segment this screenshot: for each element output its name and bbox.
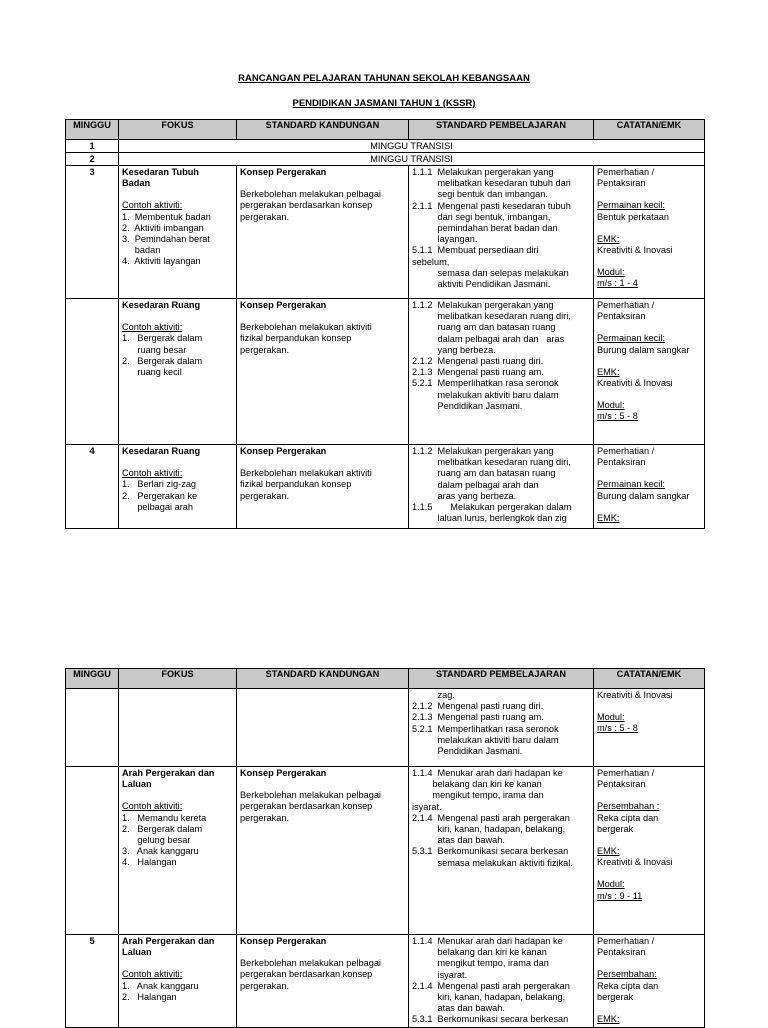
sk-title: Konsep Pergerakan xyxy=(240,300,327,310)
spacer xyxy=(122,958,233,969)
catatan-line: m/s : 9 - 11 xyxy=(597,890,643,901)
sk-text-line: fizikal berpandukan konsep xyxy=(240,333,352,344)
fokus-title: Badan xyxy=(122,178,151,189)
sp-line: isyarat. xyxy=(412,969,468,980)
catatan-line: Permainan kecil: xyxy=(597,333,665,344)
header-minggu: MINGGU xyxy=(66,669,119,689)
sp-line: 2.1.4 Mengenal pasti arah pergerakan xyxy=(412,812,570,823)
catatan-line: Persembahan : xyxy=(597,801,660,812)
fokus-title: Kesedaran Ruang xyxy=(122,300,201,310)
cell-catatan-emk xyxy=(594,689,705,767)
sp-line: zag. xyxy=(412,690,455,700)
sp-line: 5.3.1 Berkomunikasi secara berkesan xyxy=(412,846,569,857)
cell-standard-pembelajaran xyxy=(409,767,594,935)
contoh-aktiviti-item: ruang kecil xyxy=(122,367,182,378)
catatan-line: Pemerhatian / xyxy=(597,768,655,778)
fokus-title: Kesedaran Ruang xyxy=(122,446,201,456)
sp-line: sebelum, xyxy=(412,256,450,267)
sp-line: ruang am dan batasan ruang xyxy=(412,322,556,333)
sp-line: melibatkan kesedaran ruang diri, xyxy=(412,311,571,322)
cell-standard-kandungan xyxy=(237,445,409,529)
cell-minggu: 4 xyxy=(66,445,119,529)
cell-catatan-emk xyxy=(594,935,705,1028)
sp-line: melakukan aktiviti baru dalam xyxy=(412,389,559,400)
contoh-aktiviti-label: Contoh aktiviti: xyxy=(122,969,183,980)
sp-line: melakukan aktiviti baru dalam xyxy=(412,734,559,745)
table-row xyxy=(66,767,705,935)
spacer xyxy=(240,178,405,189)
contoh-aktiviti-label: Contoh aktiviti: xyxy=(122,200,183,211)
sk-title: Konsep Pergerakan xyxy=(240,936,327,946)
cell-standard-kandungan xyxy=(237,689,409,767)
cell-standard-kandungan xyxy=(237,166,409,299)
header-fokus: FOKUS xyxy=(119,120,237,140)
catatan-line: EMK: xyxy=(597,366,620,377)
sp-line: Pendidikan Jasmani. xyxy=(412,400,523,411)
sp-line: 1.1.5 Melakukan pergerakan dalam xyxy=(412,502,572,513)
header-standard-pembelajaran: STANDARD PEMBELAJARAN xyxy=(409,120,594,140)
sp-line: atas dan bawah. xyxy=(412,1003,505,1014)
catatan-line: m/s : 5 - 8 xyxy=(597,723,638,734)
sp-line: semasa dan selepas melakukan xyxy=(412,267,569,278)
catatan-line: bergerak xyxy=(597,823,634,834)
spacer xyxy=(240,457,405,468)
header-standard-kandungan: STANDARD KANDUNGAN xyxy=(237,120,409,140)
contoh-aktiviti-item: 1. Memandu kereta xyxy=(122,812,207,823)
fokus-title: Arah Pergerakan dan xyxy=(122,768,215,778)
sk-text-line: Berkebolehan melakukan aktiviti xyxy=(240,322,372,333)
contoh-aktiviti-item: ruang besar xyxy=(122,344,187,355)
sk-title: Konsep Pergerakan xyxy=(240,446,327,456)
spacer xyxy=(597,701,701,712)
spacer xyxy=(240,947,405,958)
spacer xyxy=(597,256,701,267)
contoh-aktiviti-item: 4. Halangan xyxy=(122,857,177,868)
sk-text-line: Berkebolehan melakukan aktiviti xyxy=(240,468,372,479)
sk-text-line: pergerakan berdasarkan konsep xyxy=(240,969,373,980)
spacer xyxy=(122,457,233,468)
fokus-title: Laluan xyxy=(122,779,152,790)
catatan-line: Pentaksiran xyxy=(597,311,646,322)
cell-standard-pembelajaran xyxy=(409,166,594,299)
sp-line: kiri, kanan, hadapan, belakang, xyxy=(412,992,566,1003)
sp-line: laluan lurus, berlengkok dan zig xyxy=(412,513,567,524)
contoh-aktiviti-item: 3. Anak kanggaru xyxy=(122,846,199,857)
sk-text-line: pergerakan. xyxy=(240,812,290,823)
sp-line: mengikut tempo, irama dan xyxy=(412,790,544,801)
contoh-aktiviti-item: 3. Pemindahan berat xyxy=(122,234,210,245)
fokus-title: Arah Pergerakan dan xyxy=(122,936,215,946)
catatan-line: EMK: xyxy=(597,512,620,523)
cell-fokus xyxy=(119,445,237,529)
contoh-aktiviti-item: 2. Bergerak dalam xyxy=(122,355,203,366)
sp-line: semasa melakukan aktiviti fizikal. xyxy=(412,857,573,868)
catatan-line: EMK: xyxy=(597,846,620,857)
catatan-line: Pemerhatian / xyxy=(597,446,655,456)
lesson-plan-table-1 xyxy=(65,119,705,529)
catatan-line: Kreativiti & Inovasi xyxy=(597,857,673,868)
table-header-row xyxy=(66,669,705,689)
cell-fokus xyxy=(119,935,237,1028)
catatan-line: EMK: xyxy=(597,233,620,244)
fokus-title: Kesedaran Tubuh xyxy=(122,167,199,177)
spacer xyxy=(597,468,701,479)
spacer xyxy=(597,790,701,801)
cell-catatan-emk xyxy=(594,299,705,445)
table-row xyxy=(66,689,705,767)
sp-line: aktiviti Pendidikan Jasmani. xyxy=(412,279,551,290)
spacer xyxy=(240,779,405,790)
sp-line: belakang dan kiri ke kanan xyxy=(412,779,542,790)
catatan-line: Pentaksiran xyxy=(597,779,646,790)
sp-line: 1.1.4 Menukar arah dari hadapan ke xyxy=(412,768,563,778)
contoh-aktiviti-item: 2. Aktiviti imbangan xyxy=(122,222,204,233)
spacer xyxy=(597,1003,701,1014)
sp-line: atas dan bawah. xyxy=(412,835,505,846)
spacer xyxy=(597,868,701,879)
cell-catatan-emk xyxy=(594,767,705,935)
contoh-aktiviti-item: 1. Bergerak dalam xyxy=(122,333,203,344)
spacer xyxy=(240,311,405,322)
cell-minggu xyxy=(66,689,119,767)
sp-line: pemindahan berat badan dan xyxy=(412,223,558,234)
sp-line: 5.2.1 Memperlihatkan rasa seronok xyxy=(412,378,559,389)
cell-standard-kandungan xyxy=(237,299,409,445)
sp-line: 1.1.2 Melakukan pergerakan yang xyxy=(412,446,554,456)
catatan-line: Kreativiti & Inovasi xyxy=(597,690,673,700)
cell-minggu xyxy=(66,299,119,445)
catatan-line: Modul: xyxy=(597,400,625,411)
sp-line: dari segi bentuk, imbangan, xyxy=(412,211,551,222)
contoh-aktiviti-item: 1. Berlari zig-zag xyxy=(122,479,197,490)
sp-line: layangan. xyxy=(412,234,478,245)
contoh-aktiviti-item: 1. Anak kanggaru xyxy=(122,980,199,991)
sk-title: Konsep Pergerakan xyxy=(240,768,327,778)
sp-line: 2.1.3 Mengenal pasti ruang am. xyxy=(412,367,544,378)
sp-line: 2.1.4 Mengenal pasti arah pergerakan xyxy=(412,980,570,991)
sp-line: 5.2.1 Memperlihatkan rasa seronok xyxy=(412,723,559,734)
cell-standard-pembelajaran xyxy=(409,935,594,1028)
spacer xyxy=(597,223,701,234)
header-catatan-emk: CATATAN/EMK xyxy=(594,669,705,689)
catatan-line: Pentaksiran xyxy=(597,947,646,958)
sk-text-line: fizikal berpandukan konsep xyxy=(240,479,352,490)
sp-line: segi bentuk dan imbangan. xyxy=(412,189,548,200)
sp-line: kiri, kanan, hadapan, belakang, xyxy=(412,824,566,835)
sp-line: melibatkan kesedaran tubuh dari xyxy=(412,178,571,189)
sk-text-line: Berkebolehan melakukan pelbagai xyxy=(240,790,381,801)
sp-line: melibatkan kesedaran ruang diri, xyxy=(412,457,571,468)
catatan-line: Burung dalam sangkar xyxy=(597,344,690,355)
sk-text-line: Berkebolehan melakukan pelbagai xyxy=(240,958,381,969)
spacer xyxy=(597,502,701,513)
sp-line: ruang am dan batasan ruang xyxy=(412,468,556,479)
catatan-line: Kreativiti & Inovasi xyxy=(597,245,673,256)
spacer xyxy=(597,356,701,367)
transisi-label: MINGGU TRANSISI xyxy=(119,153,705,166)
sp-line: yang berbeza. xyxy=(412,344,496,355)
lesson-plan-table-2 xyxy=(65,668,705,1028)
cell-standard-pembelajaran xyxy=(409,689,594,767)
sp-line: 2.1.2 Mengenal pasti ruang diri. xyxy=(412,356,544,367)
spacer xyxy=(597,835,701,846)
contoh-aktiviti-item: 4. Aktiviti layangan xyxy=(122,256,201,267)
spacer xyxy=(597,389,701,400)
table-row xyxy=(66,166,705,299)
spacer xyxy=(122,189,233,200)
sk-text-line: pergerakan. xyxy=(240,211,290,222)
sp-line: isyarat. xyxy=(412,801,442,812)
catatan-line: Pemerhatian / xyxy=(597,936,655,946)
contoh-aktiviti-item: 2. Halangan xyxy=(122,991,177,1002)
sk-text-line: pergerakan berdasarkan konsep xyxy=(240,200,373,211)
cell-fokus xyxy=(119,166,237,299)
catatan-line: Modul: xyxy=(597,712,625,723)
catatan-line: Reka cipta dan xyxy=(597,812,659,823)
contoh-aktiviti-label: Contoh aktiviti: xyxy=(122,801,183,812)
contoh-aktiviti-label: Contoh aktiviti: xyxy=(122,322,183,333)
transisi-label: MINGGU TRANSISI xyxy=(119,140,705,153)
contoh-aktiviti-item: 1. Membentuk badan xyxy=(122,211,211,222)
header-fokus: FOKUS xyxy=(119,669,237,689)
catatan-line: Kreativiti & Inovasi xyxy=(597,378,673,389)
sp-line: aras yang berbeza. xyxy=(412,490,517,501)
contoh-aktiviti-item: 2. Bergerak dalam xyxy=(122,823,203,834)
catatan-line: Pemerhatian / xyxy=(597,167,655,177)
catatan-line: Bentuk perkataan xyxy=(597,211,670,222)
cell-standard-pembelajaran xyxy=(409,299,594,445)
catatan-line: Pemerhatian / xyxy=(597,300,655,310)
spacer xyxy=(122,790,233,801)
header-minggu: MINGGU xyxy=(66,120,119,140)
catatan-line: Permainan kecil: xyxy=(597,200,665,211)
cell-minggu: 1 xyxy=(66,140,119,153)
catatan-line: Reka cipta dan xyxy=(597,980,659,991)
cell-minggu: 2 xyxy=(66,153,119,166)
cell-standard-pembelajaran xyxy=(409,445,594,529)
cell-minggu: 3 xyxy=(66,166,119,299)
catatan-line: Pentaksiran xyxy=(597,457,646,468)
cell-minggu: 5 xyxy=(66,935,119,1028)
sk-text-line: pergerakan. xyxy=(240,980,290,991)
sp-line: mengikut tempo, irama dan xyxy=(412,958,549,969)
cell-standard-kandungan xyxy=(237,935,409,1028)
sk-text-line: pergerakan berdasarkan konsep xyxy=(240,801,373,812)
cell-fokus xyxy=(119,689,237,767)
catatan-line: m/s : 5 - 8 xyxy=(597,411,638,422)
catatan-line: Persembahan: xyxy=(597,969,657,980)
contoh-aktiviti-item: pelbagai arah xyxy=(122,501,193,512)
cell-fokus xyxy=(119,767,237,935)
sp-line: 5.3.1 Berkomunikasi secara berkesan xyxy=(412,1014,569,1025)
sp-line: 2.1.1 Mengenal pasti kesedaran tubuh xyxy=(412,200,571,211)
spacer xyxy=(597,189,701,200)
transisi-row xyxy=(66,140,705,153)
sk-title: Konsep Pergerakan xyxy=(240,167,327,177)
sp-line: 2.1.2 Mengenal pasti ruang diri. xyxy=(412,701,544,712)
spacer xyxy=(597,322,701,333)
contoh-aktiviti-item: 2. Pergerakan ke xyxy=(122,490,198,501)
cell-catatan-emk xyxy=(594,445,705,529)
spacer xyxy=(597,958,701,969)
catatan-line: EMK: xyxy=(597,1014,620,1025)
sp-line: 1.1.4 Menukar arah dari hadapan ke xyxy=(412,936,563,946)
sp-line: 2.1.3 Mengenal pasti ruang am. xyxy=(412,712,544,723)
table-row xyxy=(66,445,705,529)
header-standard-pembelajaran: STANDARD PEMBELAJARAN xyxy=(409,669,594,689)
contoh-aktiviti-item: badan xyxy=(122,245,161,256)
sk-text-line: Berkebolehan melakukan pelbagai xyxy=(240,189,381,200)
sp-line: 1.1.2 Melakukan pergerakan yang xyxy=(412,300,554,310)
sk-text-line: pergerakan. xyxy=(240,344,290,355)
sp-line: 5.1.1 Membuat persediaan diri xyxy=(412,245,539,256)
cell-catatan-emk xyxy=(594,166,705,299)
contoh-aktiviti-item: gelung besar xyxy=(122,835,191,846)
document-subtitle: PENDIDIKAN JASMANI TAHUN 1 (KSSR) xyxy=(292,98,476,109)
cell-minggu xyxy=(66,767,119,935)
header-catatan-emk: CATATAN/EMK xyxy=(594,120,705,140)
catatan-line: Modul: xyxy=(597,267,625,278)
fokus-title: Laluan xyxy=(122,947,152,958)
table-row xyxy=(66,935,705,1028)
catatan-line: Modul: xyxy=(597,879,625,890)
sp-line: dalam pelbagai arah dan aras xyxy=(412,333,565,344)
sp-line: 1.1.1 Melakukan pergerakan yang xyxy=(412,167,554,177)
document-title: RANCANGAN PELAJARAN TAHUNAN SEKOLAH KEBANGSAAN xyxy=(238,73,530,84)
transisi-row xyxy=(66,153,705,166)
catatan-line: m/s : 1 - 4 xyxy=(597,278,638,289)
catatan-line: Burung dalam sangkar xyxy=(597,490,690,501)
cell-standard-kandungan xyxy=(237,767,409,935)
catatan-line: Permainan kecil: xyxy=(597,479,665,490)
sk-text-line: pergerakan. xyxy=(240,490,290,501)
sp-line: dalam pelbagai arah dan xyxy=(412,479,539,490)
table-header-row xyxy=(66,120,705,140)
cell-fokus xyxy=(119,299,237,445)
contoh-aktiviti-label: Contoh aktiviti: xyxy=(122,468,183,479)
header-standard-kandungan: STANDARD KANDUNGAN xyxy=(237,669,409,689)
sp-line: Pendidikan Jasmani. xyxy=(412,746,523,757)
catatan-line: Pentaksiran xyxy=(597,178,646,189)
table-row xyxy=(66,299,705,445)
spacer xyxy=(122,311,233,322)
sp-line: belakang dan kiri ke kanan xyxy=(412,947,547,958)
catatan-line: bergerak xyxy=(597,991,634,1002)
